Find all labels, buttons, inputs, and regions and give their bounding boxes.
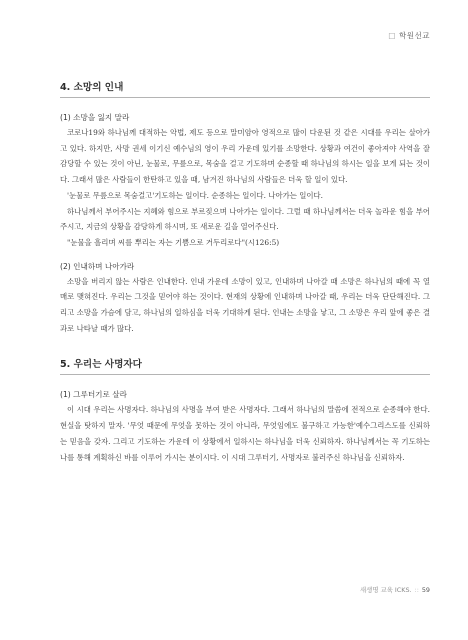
subheading-endure: (2) 인내하며 나아가라 [60, 261, 135, 271]
article-body [60, 79, 430, 465]
header-title: 학원선교 [399, 31, 430, 40]
header-square-icon: □ [388, 31, 397, 40]
scripture-quote: "눈물을 흘리며 씨를 뿌리는 자는 기쁨으로 거두리로다"(시126:5) [67, 237, 280, 247]
subheading-live-as-stump: (1) 그루터기로 살라 [60, 390, 127, 400]
page-number: 59 [421, 586, 430, 594]
paragraph: 하나님께서 부어주시는 지혜와 힘으로 부르짖으며 나아가는 일이다. 그럴 때 하나님께서는 더욱 놀라운 힘을 부어주시고, 지금의 상황을 감당하게 하시며, 또 새로운 길을 열어주신다. [60, 206, 430, 232]
paragraph: 코로나19와 하나님께 대적하는 악법, 제도 등으로 말미암아 영적으로 많이 다운된 것 같은 시대를 우리는 살아가고 있다. 하지만, 사망 권세 이기신 예수님의 영이 우리 가운데 있기를 소망한다. 상황과 여건이 좋아져야 사역을 잘 감당할 수 있는 것이 아닌, 눈물로, 무릎으로, 목숨을 걸고 기도하며 순종할 때 하나님의 하시는 일을 보게 되는 것이다. 그래서 많은 사람들이 한탄하고 있을 때, 남겨진 하나님의 사람들은 더욱 할 일이 있다. [60, 128, 430, 185]
running-header [388, 30, 430, 41]
page-footer: 새생명 교육 ICKS. :: 59 [359, 586, 430, 594]
paragraph: 이 시대 우리는 사명자다. 하나님의 사명을 부여 받은 사명자다. 그래서 하나님의 말씀에 전적으로 순종해야 한다. 현실을 탓하지 말자. '무엇 때문에 무엇을 못하는 것이 아니라, 무엇임에도 불구하고 가능한'예수그리스도를 신뢰하는 믿음을 갖자. 그리고 기도하는 가운데 이 상황에서 일하시는 하나님을 더욱 신뢰하자. 하나님께서는 꼭 기도하는 나를 통해 계획하신 바를 이루어 가시는 분이시다. 이 시대 그루터기, 사명자로 불러주신 하나님을 신뢰하자. [60, 405, 430, 462]
paragraph: 소망을 버리지 않는 사람은 인내한다. 인내 가운데 소망이 있고, 인내하며 나아갈 때 소망은 하나님의 때에 꼭 열매로 맺혀진다. 우리는 그것을 믿어야 하는 것이다. 현재의 상황에 인내하며 나아갈 때, 우리는 더욱 단단해진다. 그리고 소망을 가슴에 담고, 하나님의 일하심을 더욱 기대하게 된다. 인내는 소망을 낳고, 그 소망은 우리 앞에 좋은 결과로 나타날 때가 많다. [60, 276, 430, 333]
subheading-keep-hope: (1) 소망을 잃지 말라 [60, 113, 130, 122]
section-heading-we-are-called: 5. 우리는 사명자다 [60, 356, 430, 375]
section-heading-hope-patience: 4. 소망의 인내 [60, 79, 430, 98]
paragraph: '눈물로 무릎으로 목숨걸고'기도하는 일이다. 순종하는 일이다. 나아가는 일이다. [67, 190, 324, 200]
journal-name: 새생명 교육 ICKS. [359, 586, 412, 594]
